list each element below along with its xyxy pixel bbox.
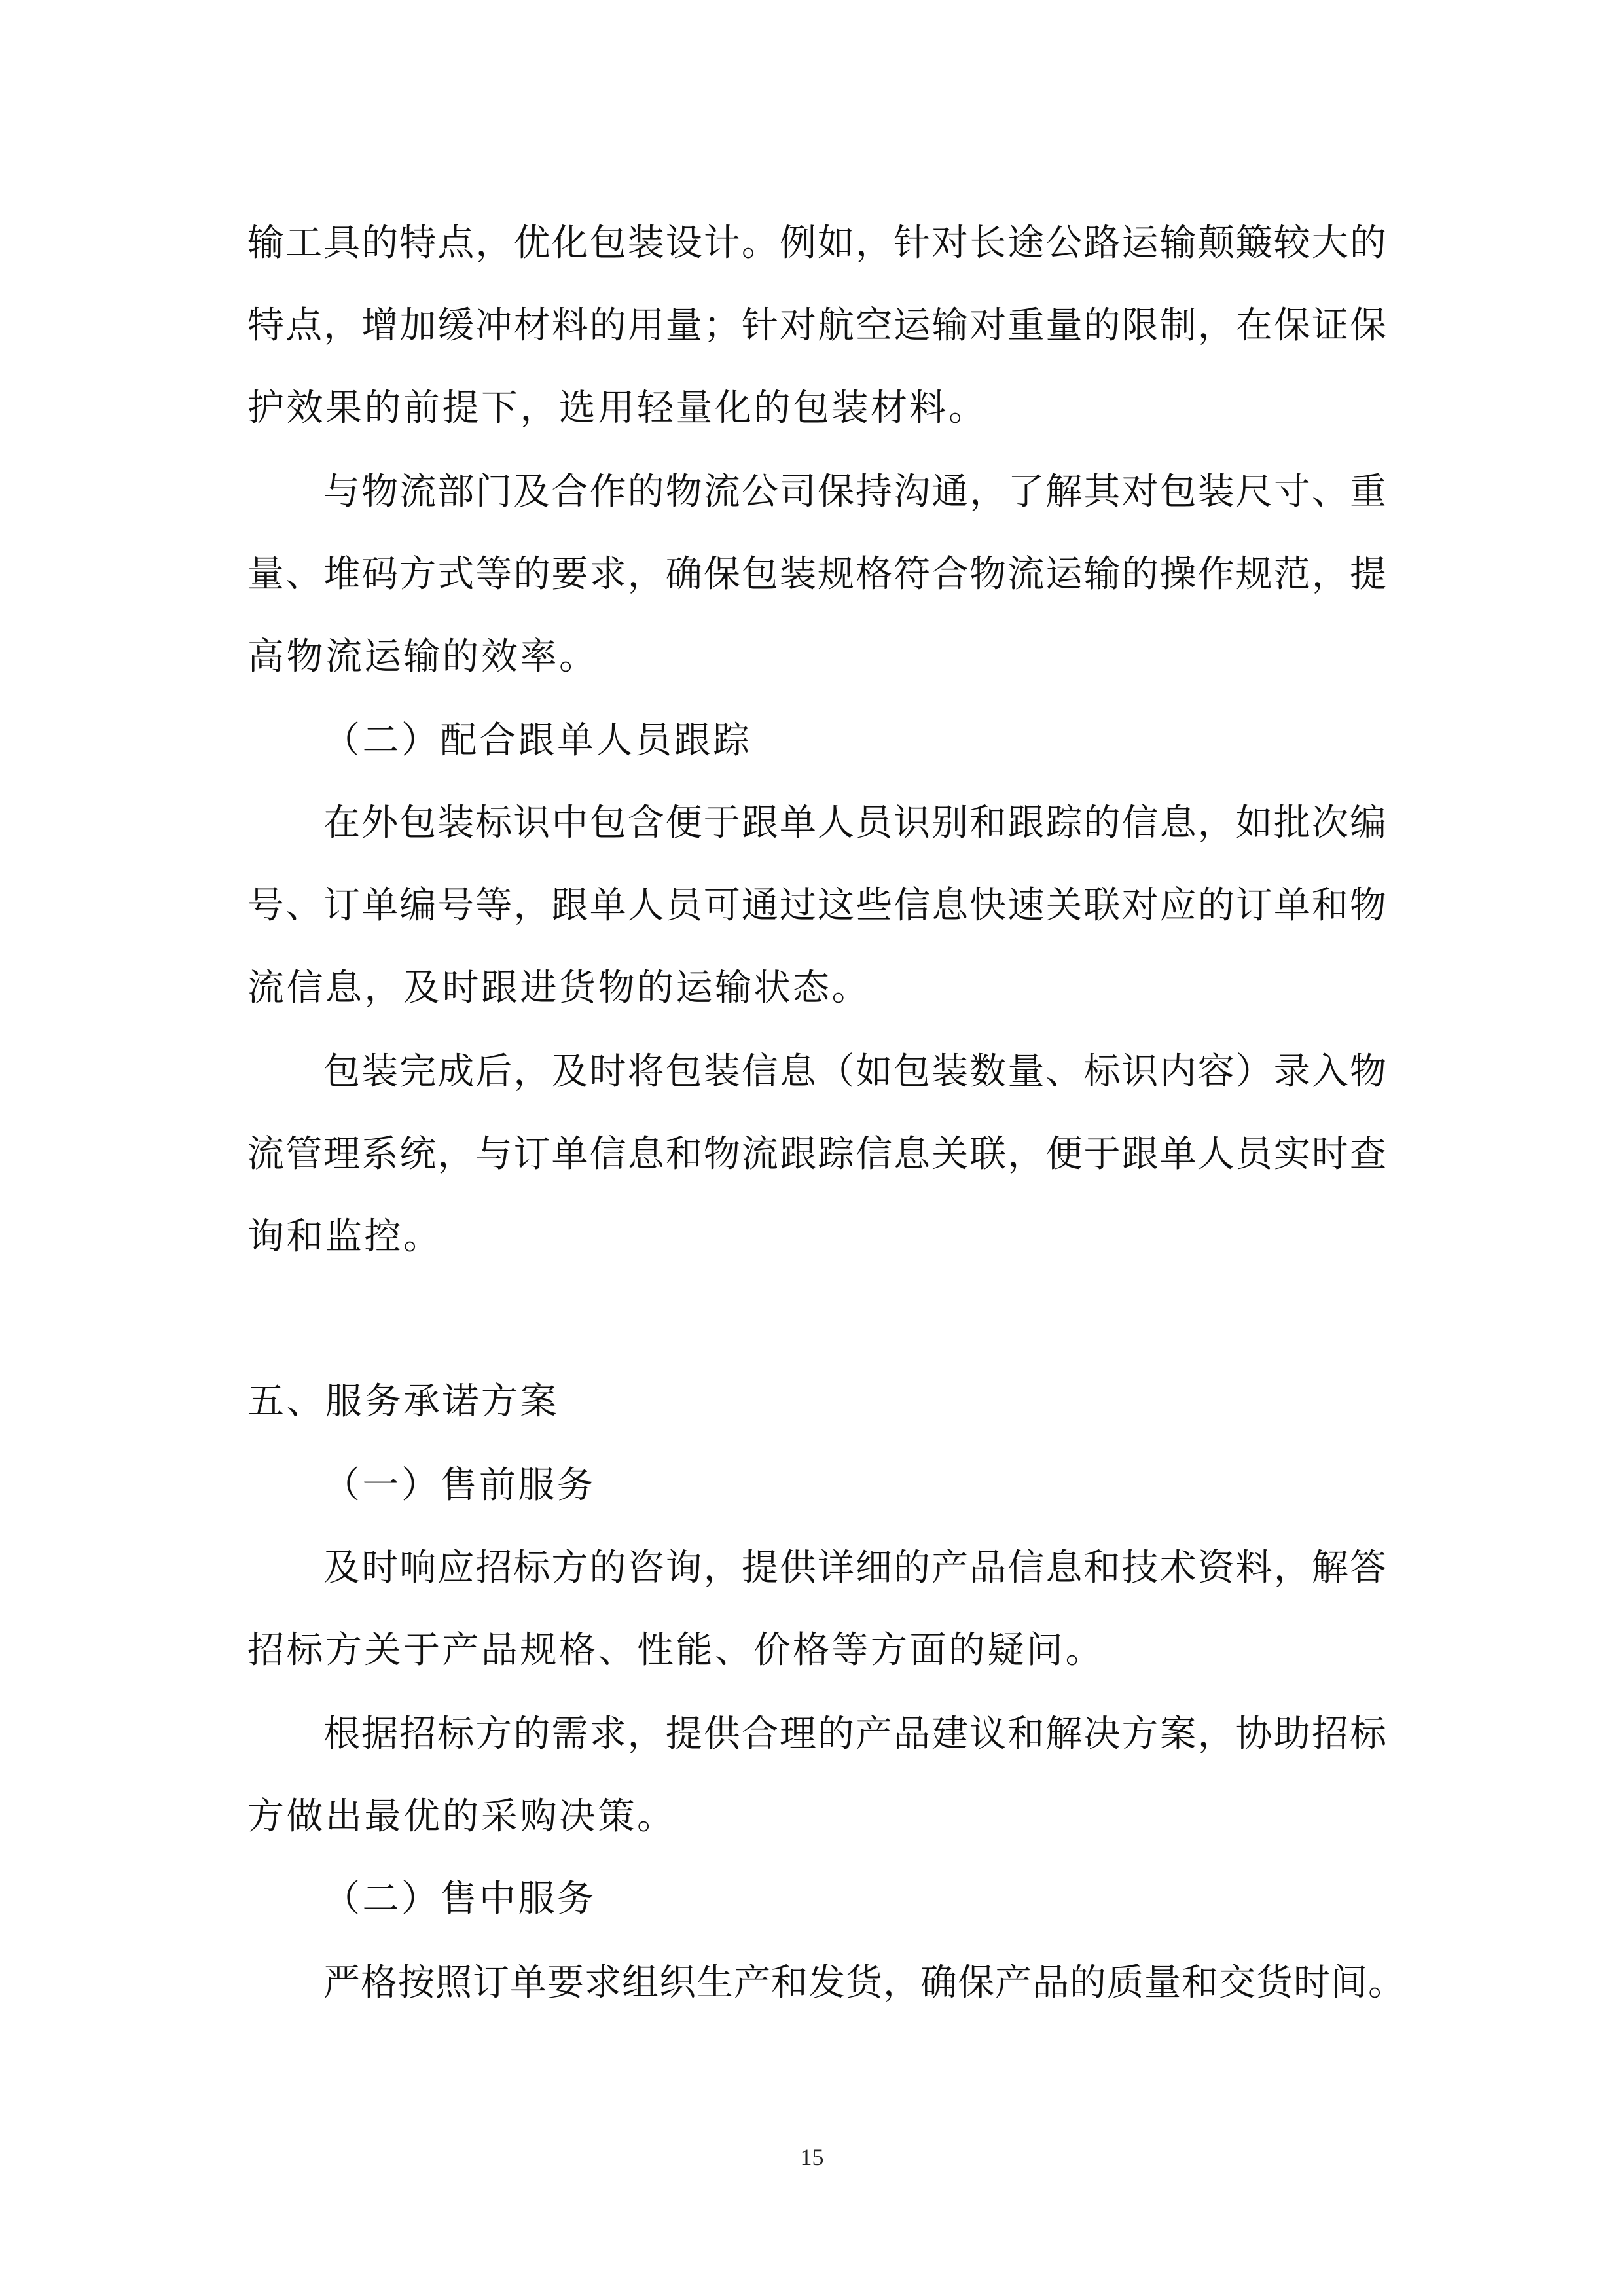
section-heading: （一）售前服务 <box>323 1464 596 1507</box>
paragraph-line: 量、堆码方式等的要求，确保包装规格符合物流运输的操作规范，提 <box>247 553 1386 596</box>
paragraph-line: 护效果的前提下，选用轻量化的包装材料。 <box>247 387 988 429</box>
section-heading: （二）售中服务 <box>323 1878 596 1920</box>
paragraph-line: 招标方关于产品规格、性能、价格等方面的疑问。 <box>247 1629 1104 1672</box>
paragraph-line: 流管理系统，与订单信息和物流跟踪信息关联，便于跟单人员实时查 <box>247 1133 1386 1175</box>
paragraph-line: 流信息，及时跟进货物的运输状态。 <box>247 967 871 1009</box>
paragraph-line: 方做出最优的采购决策。 <box>247 1795 676 1838</box>
paragraph-line: 严格按照订单要求组织生产和发货，确保产品的质量和交货时间。 <box>323 1962 1405 2004</box>
section-heading: （二）配合跟单人员跟踪 <box>323 719 752 762</box>
page-number: 15 <box>800 2144 824 2170</box>
paragraph-line: 包装完成后，及时将包装信息（如包装数量、标识内容）录入物 <box>323 1050 1386 1093</box>
paragraph-line: 号、订单编号等，跟单人员可通过这些信息快速关联对应的订单和物 <box>247 884 1386 927</box>
paragraph-line: 在外包装标识中包含便于跟单人员识别和跟踪的信息，如批次编 <box>323 802 1386 844</box>
paragraph-line: 根据招标方的需求，提供合理的产品建议和解决方案，协助招标 <box>323 1713 1386 1755</box>
paragraph-line: 特点，增加缓冲材料的用量；针对航空运输对重量的限制，在保证保 <box>247 304 1386 347</box>
paragraph-line: 及时响应招标方的咨询，提供详细的产品信息和技术资料，解答 <box>323 1547 1386 1589</box>
paragraph-line: 输工具的特点，优化包装设计。例如，针对长途公路运输颠簸较大的 <box>247 222 1386 264</box>
paragraph-line: 询和监控。 <box>247 1215 442 1258</box>
paragraph-line: 与物流部门及合作的物流公司保持沟通，了解其对包装尺寸、重 <box>323 471 1386 513</box>
chapter-heading: 五、服务承诺方案 <box>247 1380 559 1423</box>
paragraph-line: 高物流运输的效率。 <box>247 636 598 678</box>
